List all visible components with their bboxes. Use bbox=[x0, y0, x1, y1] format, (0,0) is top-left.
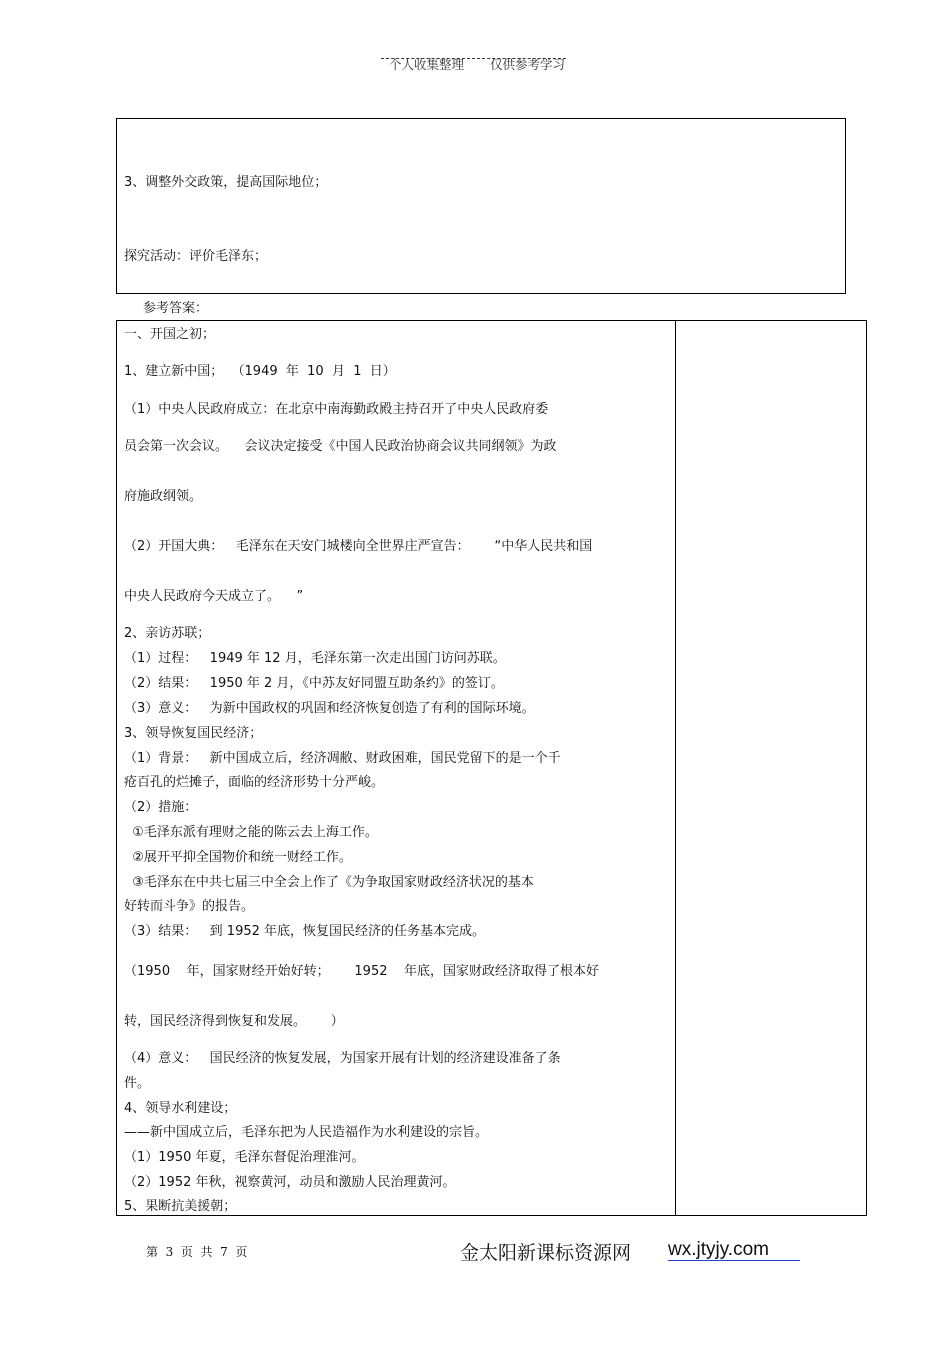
text-line: ①毛泽东派有理财之能的陈云去上海工作。 bbox=[124, 825, 378, 840]
text-line: 府施政纲领。 bbox=[124, 489, 203, 504]
reference-answer-label: 参考答案： bbox=[143, 301, 209, 316]
header-left-text: 个人收集整理 bbox=[388, 57, 464, 72]
text-line: （2）1952 年秋，视察黄河，动员和激励人民治理黄河。 bbox=[124, 1175, 456, 1190]
text-line: （1）背景： 新中国成立后，经济凋敝、财政困难，国民党留下的是一个千 bbox=[124, 751, 561, 766]
url-underline bbox=[668, 1260, 800, 1261]
text-line: 5、果断抗美援朝； bbox=[124, 1199, 237, 1214]
text-line: 转，国民经济得到恢复和发展。 ） bbox=[124, 1014, 344, 1029]
page-number: 第 3 页 共 7 页 bbox=[146, 1245, 248, 1259]
text-line: （1）过程： 1949 年 12 月，毛泽东第一次走出国门访问苏联。 bbox=[124, 651, 506, 666]
text-line: 件。 bbox=[124, 1076, 151, 1091]
text-line: （2）措施： bbox=[124, 800, 198, 815]
text-line: （3）意义： 为新中国政权的巩固和经济恢复创造了有利的国际环境。 bbox=[124, 701, 535, 716]
text-line: （1）中央人民政府成立：在北京中南海勤政殿主持召开了中央人民政府委 bbox=[124, 402, 549, 417]
text-line: ③毛泽东在中共七届三中全会上作了《为争取国家财政经济状况的基本 bbox=[124, 875, 534, 890]
text-line: ——新中国成立后，毛泽东把为人民造福作为水利建设的宗旨。 bbox=[124, 1125, 489, 1140]
text-line: 3、领导恢复国民经济； bbox=[124, 726, 263, 741]
text-line: （3）结果： 到 1952 年底，恢复国民经济的任务基本完成。 bbox=[124, 924, 486, 939]
text-line: ②展开平抑全国物价和统一财经工作。 bbox=[124, 850, 352, 865]
top-content-box bbox=[116, 118, 846, 294]
header-dashed-rule bbox=[381, 58, 566, 59]
text-line: 一、开国之初； bbox=[124, 327, 216, 342]
site-name: 金太阳新课标资源网 bbox=[460, 1242, 632, 1264]
site-url-link[interactable]: wx.jtyjy.com bbox=[668, 1239, 769, 1260]
page-header bbox=[381, 40, 566, 73]
text-line: 中央人民政府今天成立了。 ” bbox=[124, 589, 304, 604]
table-column-divider bbox=[675, 321, 676, 1215]
text-line: （1950 年，国家财经开始好转； 1952 年底，国家财政经济取得了根本好 bbox=[124, 964, 600, 979]
text-line: 2、亲访苏联； bbox=[124, 626, 211, 641]
text-line: 好转而斗争》的报告。 bbox=[124, 899, 255, 914]
box-line: 3、调整外交政策，提高国际地位； bbox=[124, 175, 328, 190]
text-line: 4、领导水利建设； bbox=[124, 1101, 237, 1116]
text-line: 员会第一次会议。 会议决定接受《中国人民政治协商会议共同纲领》为政 bbox=[124, 439, 557, 454]
text-line: （1）1950 年夏，毛泽东督促治理淮河。 bbox=[124, 1150, 365, 1165]
text-line: 1、建立新中国； （1949 年 10 月 1 日） bbox=[124, 364, 396, 379]
answer-table bbox=[116, 320, 867, 1216]
text-line: （4）意义： 国民经济的恢复发展，为国家开展有计划的经济建设准备了条 bbox=[124, 1051, 561, 1066]
text-line: （2）开国大典： 毛泽东在天安门城楼向全世界庄严宣告： “中华人民共和国 bbox=[124, 539, 593, 554]
box-line: 探究活动：评价毛泽东； bbox=[124, 249, 268, 264]
text-line: （2）结果： 1950 年 2 月，《中苏友好同盟互助条约》的签订。 bbox=[124, 676, 504, 691]
header-right-text: 仅供参考学习 bbox=[489, 57, 565, 72]
text-line: 疮百孔的烂摊子，面临的经济形势十分严峻。 bbox=[124, 775, 385, 790]
